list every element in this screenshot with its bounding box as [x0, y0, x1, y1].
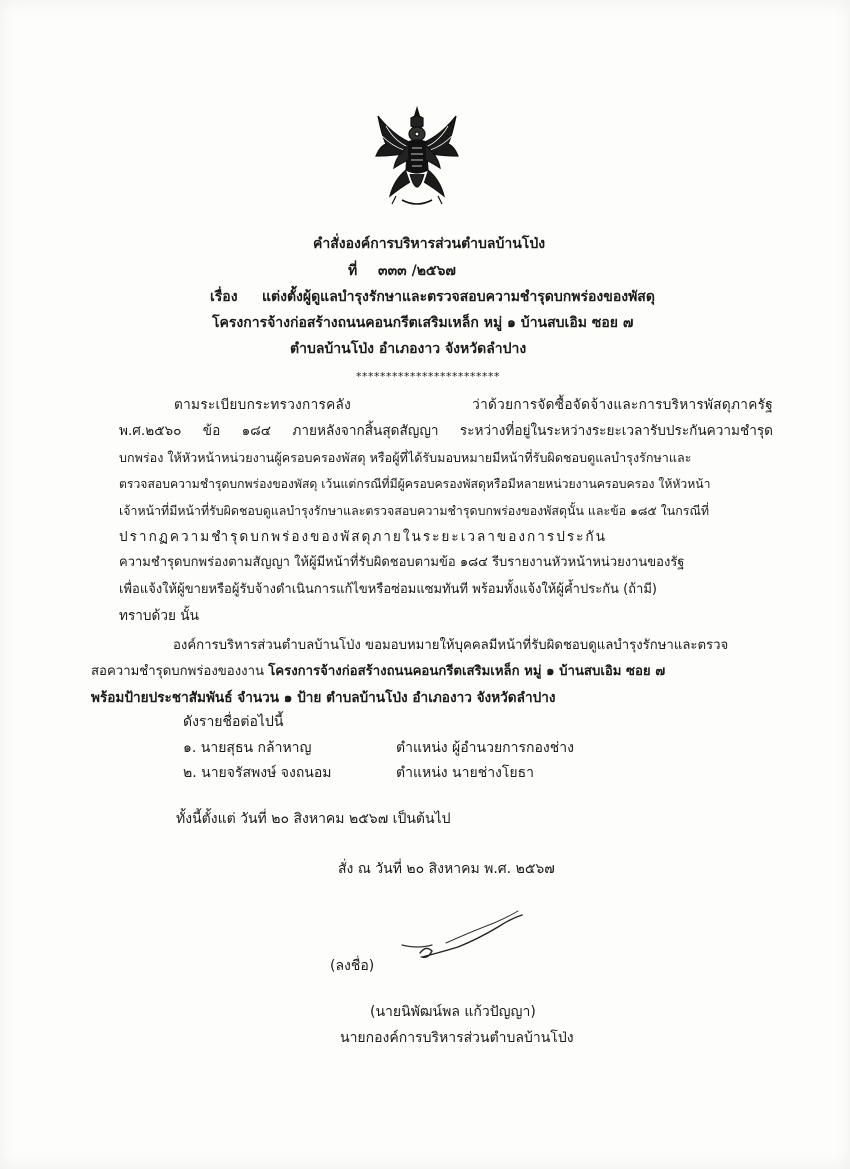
garuda-emblem-icon: [372, 104, 462, 214]
order-title: คำสั่งองค์การบริหารส่วนตำบลบ้านโป่ง: [313, 236, 546, 252]
person-position: ตำแหน่ง นายช่างโยธา: [396, 765, 535, 781]
signatory-name: (นายนิพัฒน์พล แก้วปัญญา): [370, 1004, 536, 1020]
signatory-title: นายกองค์การบริหารส่วนตำบลบ้านโป่ง: [340, 1030, 574, 1046]
subject-line-3: ตำบลบ้านโป่ง อำเภองาว จังหวัดลำปาง: [290, 341, 527, 357]
person-name: ๒. นายจรัสพงษ์ จงถนอม: [183, 765, 332, 781]
assignment-line-2: [91, 660, 665, 681]
assignment-line-2-text: สอความชำรุดบกพร่องของงาน: [91, 664, 269, 679]
person-name: ๑. นายสุธน กล้าหาญ: [183, 740, 312, 756]
assignment-line-3: พร้อมป้ายประชาสัมพันธ์ จำนวน ๑ ป้าย ตำบลบ้านโป่ง อำเภองาว จังหวัดลำปาง: [91, 690, 556, 706]
handwritten-signature: [398, 905, 548, 975]
person-position: ตำแหน่ง ผู้อำนวยการกองช่าง: [396, 740, 574, 756]
header-divider: ************************: [356, 370, 500, 383]
subject-line-1: แต่งตั้งผู้ดูแลบำรุงรักษาและตรวจสอบความชำรุดบกพร่องของพัสดุ: [262, 289, 655, 305]
order-number: ๓๓๓ /๒๕๖๗: [378, 263, 456, 279]
paragraph-line: เจ้าหน้าที่มีหน้าที่รับผิดชอบดูแลบำรุงรักษาและตรวจสอบความชำรุดบกพร่องของพัสดุนั้น และข้อ ๑๘๕ ในกรณีที่: [119, 502, 710, 518]
subject-line-2: โครงการจ้างก่อสร้างถนนคอนกรีตเสริมเหล็ก หมู่ ๑ บ้านสบเอิม ซอย ๗: [212, 315, 634, 331]
paragraph-line: ปรากฏความชำรุดบกพร่องของพัสดุภายในระยะเวลาของการประกัน: [119, 528, 607, 545]
paragraph-line: ตามระเบียบกระทรวงการคลัง ว่าด้วยการจัดซื้อจัดจ้างและการบริหารพัสดุภาครัฐ: [174, 397, 773, 413]
assignment-line-1: องค์การบริหารส่วนตำบลบ้านโป่ง ขอมอบหมายให้บุคคลมีหน้าที่รับผิดชอบดูแลบำรุงรักษาและตรวจ: [173, 638, 729, 653]
paragraph-line: ทราบด้วย นั้น: [119, 608, 199, 625]
order-number-label: ที่: [348, 263, 358, 279]
ordered-date: สั่ง ณ วันที่ ๒๐ สิงหาคม พ.ศ. ๒๕๖๗: [338, 861, 555, 877]
paragraph-line: เพื่อแจ้งให้ผู้ขายหรือผู้รับจ้างดำเนินการแก้ไขหรือซ่อมแซมทันที พร้อมทั้งแจ้งให้ผู้ค้ำประกัน (ถ้ามี): [119, 581, 657, 597]
list-intro: ดังรายชื่อต่อไปนี้: [183, 714, 284, 730]
subject-label: เรื่อง: [210, 289, 238, 305]
paragraph-line: ความชำรุดบกพร่องตามสัญญา ให้ผู้มีหน้าที่รับผิดชอบตามข้อ ๑๘๔ รีบรายงานหัวหน้าหน่วยงานของรัฐ: [119, 555, 685, 571]
regulation-paragraph: [119, 392, 773, 630]
paragraph-line: บกพร่อง ให้หัวหน้าหน่วยงานผู้ครอบครองพัสดุ หรือผู้ที่ได้รับมอบหมายมีหน้าที่รับผิดชอบดูแลบำรุงรักษาและ: [119, 449, 692, 465]
effective-date: ทั้งนี้ตั้งแต่ วันที่ ๒๐ สิงหาคม ๒๕๖๗ เป็นต้นไป: [176, 811, 451, 827]
sign-label: (ลงชื่อ): [330, 958, 375, 974]
paragraph-line: พ.ศ.๒๕๖๐ ข้อ ๑๘๔ ภายหลังจากสิ้นสุดสัญญา ระหว่างที่อยู่ในระหว่างระยะเวลารับประกันความชำรุด: [119, 423, 773, 440]
paragraph-line: ตรวจสอบความชำรุดบกพร่องของพัสดุ เว้นแต่กรณีที่มีผู้ครอบครองพัสดุหรือมีหลายหน่วยงานครอบครอง ให้หัวหน้า: [119, 477, 711, 492]
project-name: โครงการจ้างก่อสร้างถนนคอนกรีตเสริมเหล็ก หมู่ ๑ บ้านสบเอิม ซอย ๗: [268, 664, 666, 679]
